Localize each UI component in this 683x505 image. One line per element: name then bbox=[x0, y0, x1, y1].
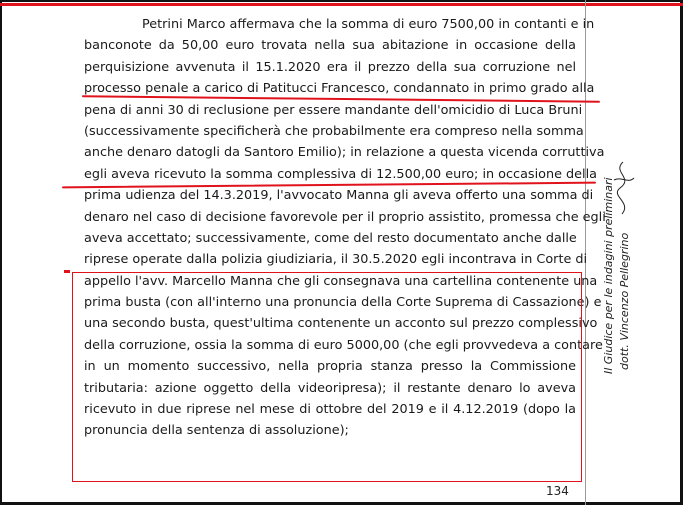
text-line-4: processo penale a carico di Patitucci Francesco, condannato in primo grado alla bbox=[84, 81, 595, 97]
text-line-20: pronuncia della sentenza di assoluzione); bbox=[84, 423, 349, 439]
text-line-2: banconote da 50,00 euro trovata nella sua abitazione in occasione della bbox=[84, 38, 576, 54]
text-line-3: perquisizione avvenuta il 15.1.2020 era il prezzo della sua corruzione nel bbox=[84, 59, 576, 75]
text-line-10: denaro nel caso di decisione favorevole per il proprio assistito, promessa che egli bbox=[84, 209, 606, 225]
red-margin-mark bbox=[64, 270, 70, 273]
signature-scribble bbox=[608, 158, 638, 218]
text-line-11: aveva accettato; successivamente, come del resto documentato anche dalle bbox=[84, 230, 577, 246]
text-line-9: prima udienza del 14.3.2019, l'avvocato Manna gli aveva offerto una somma di bbox=[84, 188, 594, 204]
text-line-12: riprese operate dalla polizia giudiziaria, il 30.5.2020 egli incontrava in Corte di bbox=[84, 252, 588, 268]
text-line-16: della corruzione, ossia la somma di euro 5000,00 (che egli provvedeva a contare bbox=[84, 337, 603, 353]
text-line-5: pena di anni 30 di reclusione per essere mandante dell'omicidio di Luca Bruni bbox=[84, 102, 583, 118]
stamp-title: Il Giudice per le indagini preliminari bbox=[602, 177, 615, 374]
text-line-8: egli aveva ricevuto la somma complessiva di 12.500,00 euro; in occasione della bbox=[84, 166, 597, 182]
text-line-7: anche denaro datogli da Santoro Emilio); in relazione a questa vicenda corruttiva bbox=[84, 145, 605, 161]
text-line-1: Petrini Marco affermava che la somma di euro 7500,00 in contanti e in bbox=[142, 17, 595, 32]
page-number: 134 bbox=[546, 484, 569, 498]
red-highlight-box bbox=[72, 272, 603, 482]
text-line-19: ricevuto in due riprese nel mese di ottobre del 2019 e il 4.12.2019 (dopo la bbox=[84, 402, 576, 418]
text-line-14: prima busta (con all'interno una pronuncia della Corte Suprema di Cassazione) e bbox=[84, 295, 602, 311]
stamp-name: dott. Vincenzo Pellegrino bbox=[618, 232, 631, 370]
text-line-18: tributaria: azione oggetto della videoripresa); il restante denaro lo aveva bbox=[84, 380, 576, 396]
text-line-13: appello l'avv. Marcello Manna che gli consegnava una cartellina contenente una bbox=[84, 273, 598, 289]
text-line-17: in un momento successivo, nella propria stanza presso la Commissione bbox=[84, 359, 576, 375]
text-line-6: (successivamente specificherà che probabilmente era compreso nella somma bbox=[84, 123, 584, 139]
text-line-15: una secondo busta, quest'ultima contenente un acconto sul prezzo complessivo bbox=[84, 316, 598, 332]
